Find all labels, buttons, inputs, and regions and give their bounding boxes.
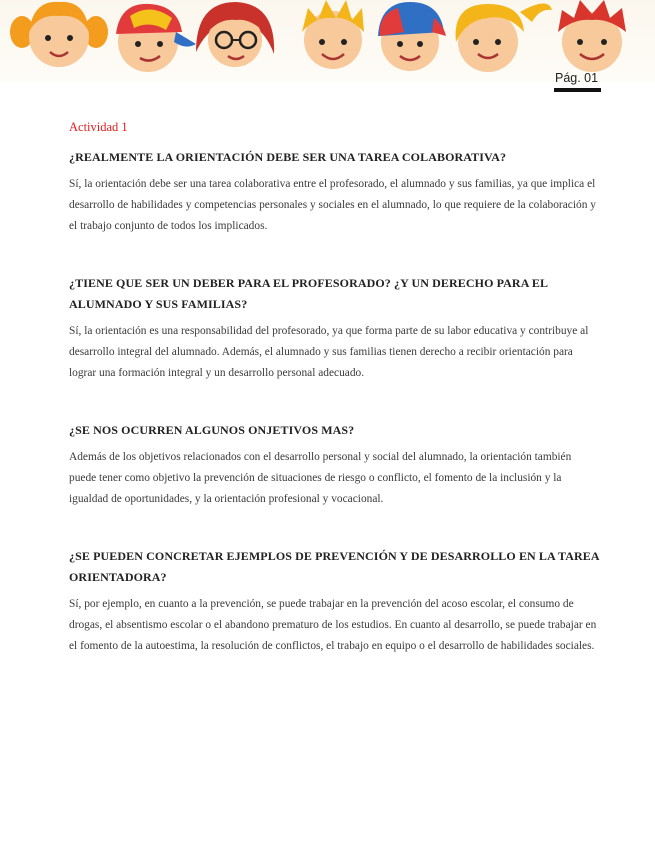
qa-section-4: [69, 546, 601, 657]
document-body: [69, 147, 601, 693]
kid-face-2: [116, 4, 196, 72]
section-answer: Sí, la orientación es una responsabilidad del profesorado, ya que forma parte de su labor educativa y contribuye al desarrollo integral del alumnado. Además, el alumnado y sus familias tienen derecho a recibir orientación para lograr una formación integral y un desarrollo personal adecuado.: [69, 325, 589, 379]
kid-face-4: [302, 0, 364, 69]
section-answer: Además de los objetivos relacionados con el desarrollo personal y social del alumnado, la orientación también puede tener como objetivo la prevención de situaciones de riesgo o conflicto, el fomento de la inclusión y la igualdad de oportunidades, y la orientación profesional y vocacional.: [69, 451, 572, 505]
kid-face-7: [558, 0, 626, 72]
qa-section-2: [69, 273, 601, 384]
kid-face-6: [456, 3, 552, 72]
kid-face-3: [196, 2, 274, 67]
section-question: ¿TIENE QUE SER UN DEBER PARA EL PROFESORADO? ¿Y UN DERECHO PARA EL ALUMNADO Y SUS FAMILIAS?: [69, 276, 548, 311]
section-answer: Sí, por ejemplo, en cuanto a la prevención, se puede trabajar en la prevención del acoso escolar, el consumo de drogas, el absentismo escolar o el abandono prematuro de los estudios. En cuanto al desarrollo, se puede trabajar en el fomento de la autoestima, la resolución de conflictos, el trabajo en equipo o el desarrollo de habilidades sociales.: [69, 598, 597, 652]
section-question: ¿SE NOS OCURREN ALGUNOS ONJETIVOS MAS?: [69, 423, 355, 437]
qa-section-1: [69, 147, 601, 237]
kid-face-1: [10, 2, 108, 67]
section-question: ¿REALMENTE LA ORIENTACIÓN DEBE SER UNA TAREA COLABORATIVA?: [69, 150, 507, 164]
page-number-underline: [554, 88, 601, 92]
kids-faces-banner: [0, 0, 655, 82]
activity-label: Actividad 1: [69, 120, 128, 134]
section-question: ¿SE PUEDEN CONCRETAR EJEMPLOS DE PREVENCIÓN Y DE DESARROLLO EN LA TAREA ORIENTADORA?: [69, 549, 599, 584]
section-answer: Sí, la orientación debe ser una tarea colaborativa entre el profesorado, el alumnado y sus familias, ya que implica el desarrollo de habilidades y competencias personales y sociales en el alumnado, lo que requiere de la colaboración y el trabajo conjunto de todos los implicados.: [69, 178, 596, 232]
page-number: Pág. 01: [555, 71, 599, 85]
kid-face-5: [378, 2, 446, 71]
qa-section-3: [69, 420, 601, 510]
kids-faces-illustration: [0, 0, 655, 82]
